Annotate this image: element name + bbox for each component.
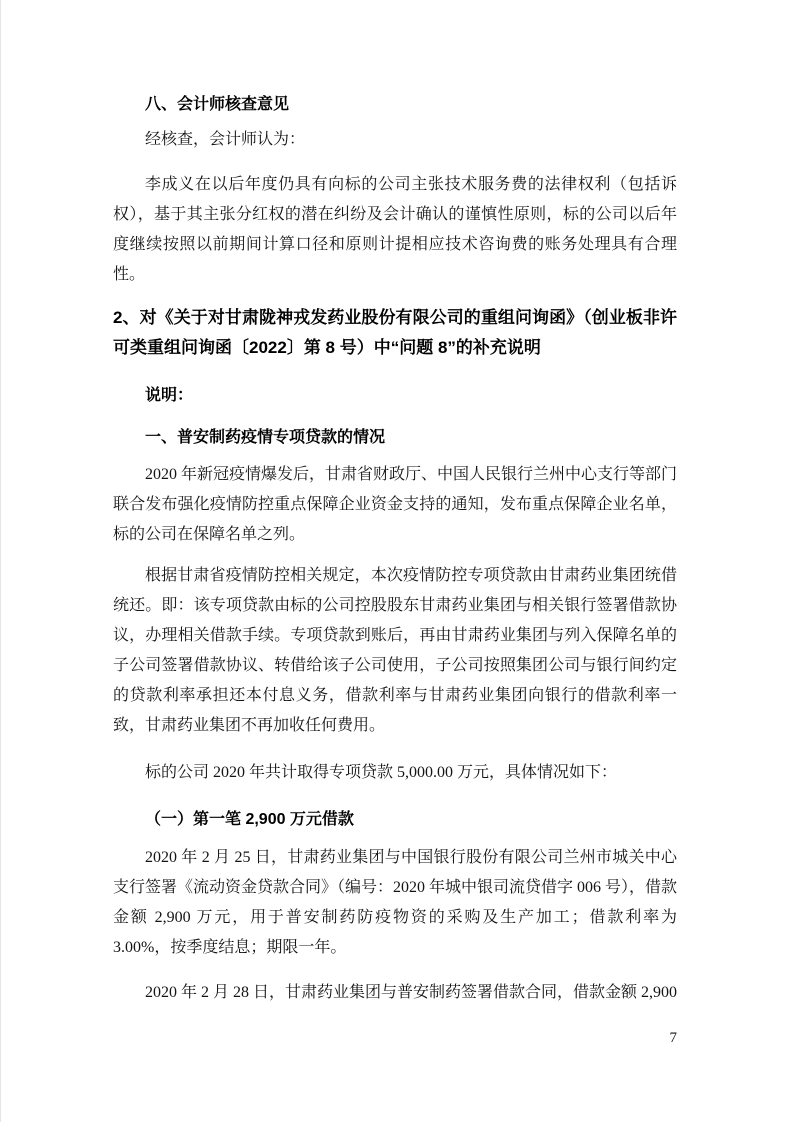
- loan-section-heading: 一、普安制药疫情专项贷款的情况: [145, 429, 386, 446]
- auditor-opinion-paragraph: 李成义在以后年度仍具有向标的公司主张技术服务费的法律权利（包括诉权），基于其主张分红权的潜在纠纷及会计确认的谨慎性原则，标的公司以后年度继续按照以前期间计算口径和原则计提相应技术咨询费的账务处理具有合理性。: [113, 176, 677, 283]
- page-number: 7: [669, 1030, 677, 1046]
- second-loan-contract-paragraph: 2020 年 2 月 28 日，甘肃药业集团与普安制药签署借款合同，借款金额 2,900: [145, 984, 678, 1001]
- inquiry-letter-question8-heading: 2、对《关于对甘肃陇神戎发药业股份有限公司的重组问询函》（创业板非许可类重组问询函〔2022〕第 8 号）中“问题 8”的补充说明: [113, 308, 677, 357]
- explanation-label: 说明：: [145, 387, 194, 404]
- loan-total-paragraph: 标的公司 2020 年共计取得专项贷款 5,000.00 万元，具体情况如下：: [145, 764, 618, 781]
- verification-intro-paragraph: 经核查，会计师认为：: [145, 131, 306, 148]
- section-viii-heading: 八、会计师核查意见: [145, 96, 290, 113]
- first-loan-heading: （一）第一笔 2,900 万元借款: [145, 811, 354, 828]
- covid-background-paragraph: 2020 年新冠疫情爆发后，甘肃省财政厅、中国人民银行兰州中心支行等部门联合发布强化疫情防控重点保障企业资金支持的通知，发布重点保障企业名单，标的公司在保障名单之列。: [113, 466, 678, 543]
- loan-arrangement-paragraph: 根据甘肃省疫情防控相关规定，本次疫情防控专项贷款由甘肃药业集团统借统还。即：该专项贷款由标的公司控股股东甘肃药业集团与相关银行签署借款协议，办理相关借款手续。专项贷款到账后，再由甘肃药业集团与列入保障名单的子公司签署借款协议、转借给该子公司使用，子公司按照集团公司与银行间约定的贷款利率承担还本付息义务，借款利率与甘肃药业集团向银行的借款利率一致，甘肃药业集团不再加收任何费用。: [113, 567, 677, 734]
- first-loan-contract-paragraph: 2020 年 2 月 25 日，甘肃药业集团与中国银行股份有限公司兰州市城关中心支行签署《流动资金贷款合同》（编号：2020 年城中银司流贷借字 006 号），借款金额 2,900 万元，用于普安制药防疫物资的采购及生产加工；借款利率为 3.00%，按季度结息；期限一年。: [113, 849, 678, 956]
